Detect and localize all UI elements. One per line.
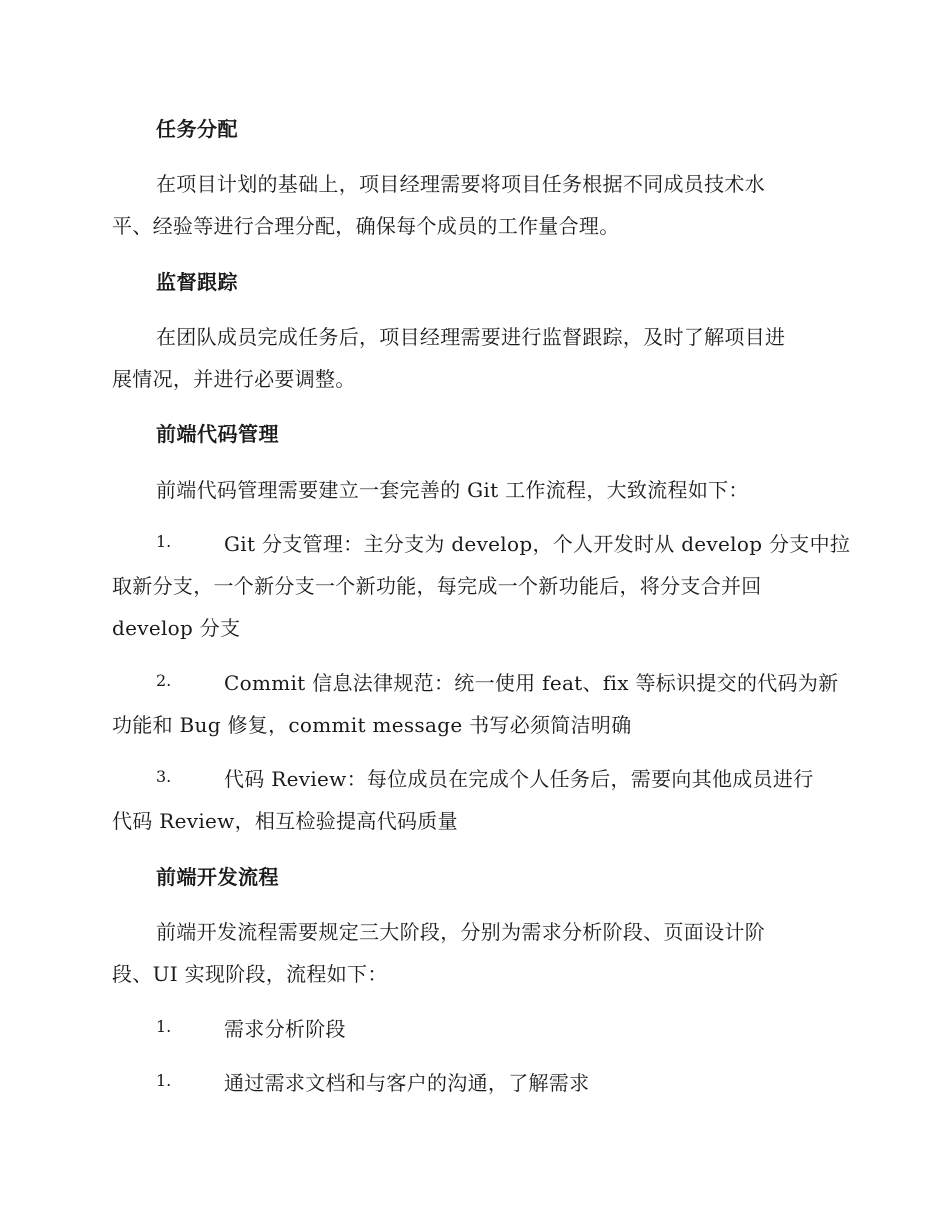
paragraph-line: 前端代码管理需要建立一套完善的 Git 工作流程，大致流程如下：: [156, 478, 749, 502]
list-number: 3.: [156, 767, 172, 786]
paragraph-line: 前端开发流程需要规定三大阶段，分别为需求分析阶段、页面设计阶: [156, 920, 765, 944]
list-item-line: 功能和 Bug 修复，commit message 书写必须简洁明确: [112, 713, 632, 737]
list-item-line: 通过需求文档和与客户的沟通，了解需求: [224, 1071, 590, 1095]
paragraph-line: 在团队成员完成任务后，项目经理需要进行监督跟踪，及时了解项目进: [156, 325, 786, 349]
paragraph-line: 展情况，并进行必要调整。: [112, 367, 356, 391]
list-item-line: 代码 Review：每位成员在完成个人任务后，需要向其他成员进行: [224, 767, 814, 791]
list-number: 2.: [156, 671, 172, 690]
section-heading: 监督跟踪: [156, 270, 238, 294]
paragraph-line: 在项目计划的基础上，项目经理需要将项目任务根据不同成员技术水: [156, 172, 765, 196]
section-heading: 前端代码管理: [156, 422, 279, 446]
list-number: 1.: [156, 532, 172, 551]
list-item-line: 需求分析阶段: [224, 1017, 346, 1041]
list-number: 1.: [156, 1017, 172, 1036]
list-item-line: Git 分支管理：主分支为 develop，个人开发时从 develop 分支中拉: [224, 532, 851, 556]
section-heading: 任务分配: [156, 117, 238, 141]
list-item-line: develop 分支: [112, 616, 241, 640]
paragraph-line: 段、UI 实现阶段，流程如下：: [112, 962, 388, 986]
section-heading: 前端开发流程: [156, 865, 279, 889]
list-item-line: 取新分支，一个新分支一个新功能，每完成一个新功能后，将分支合并回: [112, 574, 762, 598]
list-number: 1.: [156, 1071, 172, 1090]
list-item-line: Commit 信息法律规范：统一使用 feat、fix 等标识提交的代码为新: [224, 671, 839, 695]
paragraph-line: 平、经验等进行合理分配，确保每个成员的工作量合理。: [112, 214, 620, 238]
list-item-line: 代码 Review，相互检验提高代码质量: [112, 809, 458, 833]
